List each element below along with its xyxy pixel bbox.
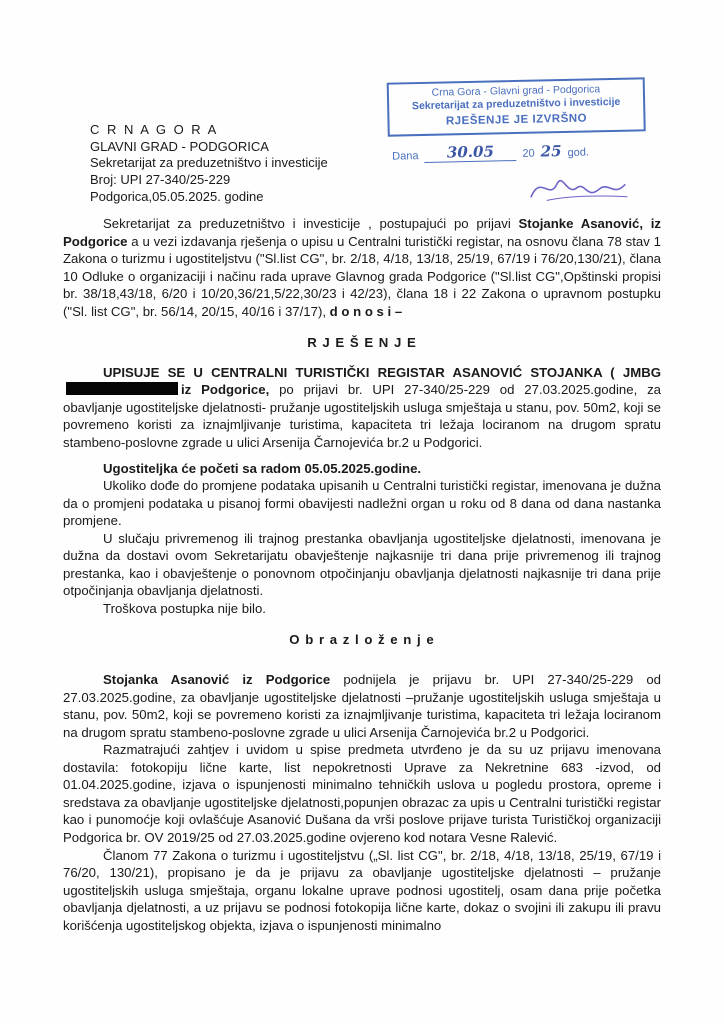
stamp-year-prefix: 20 xyxy=(522,147,535,160)
letterhead-city: GLAVNI GRAD - PODGORICA xyxy=(90,138,269,154)
stamp-god-label: god. xyxy=(567,146,590,159)
stamp-line1: Crna Gora - Glavni grad - Podgorica xyxy=(431,83,601,99)
heading-obrazlozenje: O b r a z l o ž e n j e xyxy=(289,632,435,648)
letterhead-country: C R N A G O R A xyxy=(90,122,219,137)
decision-p1-run2-bold: iz Podgorice, xyxy=(181,382,270,398)
intro-run4-bold: d o n o s i – xyxy=(329,303,403,319)
stamp-year-handwritten: 25 xyxy=(540,141,562,161)
decision-paragraph-3: Ukoliko dođe do promjene podataka upisanih u Centralni turistički registar, imenovana je dužna da o promjeni podataka u pisanoj formi obavijesti nadležni organ u roku od 8 dana od dana nastanka promjene. xyxy=(63,478,661,529)
stamp-date-handwritten: 30.05 xyxy=(424,142,516,164)
explanation-paragraph-2: Razmatrajući zahtjev i uvidom u spise predmeta utvrđeno je da su uz prijavu imenovana dostavila: fotokopiju lične karte, list nepokretnosti Uprave za Nekretnine 683 -izvod, od 01.04.2025.godine, izjava o ispunjenosti minimalno tehničkih uslova u pogledu prostora, opreme i sredstava za obavljanje ugostiteljske djelatnosti,popunjen obrazac za upis u Centralni turistički registar kao i punomoćje koji ovlašćuje Asanović Dušana da vrši poslove prijave turista Turističkoj organizaciji Podgorica br. OV 2019/25 od 27.03.2025.godine ovjereno kod notara Vesne Ralević. xyxy=(63,742,661,845)
decision-paragraph-1 xyxy=(63,364,661,452)
redacted-jmbg xyxy=(66,382,178,395)
executory-stamp xyxy=(387,77,648,212)
explanation-paragraph-3: Članom 77 Zakona o turizmu i ugostiteljstvu („Sl. list CG", br. 2/18, 4/18, 13/18, 25/19, 67/19 i 76/20, 130/21), propisano je da je prijavu za obavljanje ugostiteljske djelatnosti – pružanje ugostiteljskih usluga smještaja, organu lokalne uprave podnosi ugostitelj, osam dana prije početka obavljanja djelatnosti, a uz prijavu se podnosi fotokopija lične karte, dokaz o svojini ili zakupu ili pravu korišćenja ugostiteljskog objekta, izjava o ispunjenosti minimalno xyxy=(63,847,661,933)
explanation-p1-run2: podnijela je prijavu br. UPI 27-340/25-229 od 27.03.2025.godine, za obavljanje ugostiteljske djelatnosti –pružanje ugostiteljskih usluga smještaja u stanu, pov. 50m2, koji se povremeno koristi za iznajmljivanje turistima, kapaciteta tri ležaja lociranom na drugom spratu stambeno-poslovne zgrade u ulici Arsenija Čarnojevića br.2 u Podgorici. xyxy=(63,672,661,740)
heading-rjesenje: R J E Š E N J E xyxy=(307,335,417,351)
decision-p1-run1-bold: UPISUJE SE U CENTRALNI TURISTIČKI REGISTAR ASANOVIĆ STOJANKA ( JMBG xyxy=(103,364,661,380)
stamp-signature-area xyxy=(388,161,647,212)
decision-paragraph-4: U slučaju privremenog ili trajnog prestanka obavljanja ugostiteljske djelatnosti, imenovana je dužna da dostavi ovom Sekretarijatu obavještenje najkasnije tri dana prije privremenog ili trajnog prestanka, kao i obavještenje o ponovnom otpočinjanju obavljanja djelatnosti najkasnije tri dana prije otpočinjanja obavljanja djelatnosti. xyxy=(63,530,661,599)
decision-paragraph-2: Ugostiteljka će početi sa radom 05.05.2025.godine. xyxy=(103,460,422,476)
decision-paragraph-5: Troškova postupka nije bilo. xyxy=(103,600,266,616)
letterhead-case-number: Broj: UPI 27-340/25-229 xyxy=(90,171,231,187)
letterhead-department: Sekretarijat za preduzetništvo i investicije xyxy=(90,155,328,171)
explanation-paragraph-1 xyxy=(63,671,661,741)
stamp-box xyxy=(387,77,646,136)
intro-run1: Sekretarijat za preduzetništvo i investicije , postupajući po prijavi xyxy=(103,216,519,231)
document-body xyxy=(63,215,661,934)
letterhead-place-date: Podgorica,05.05.2025. godine xyxy=(90,188,264,204)
intro-paragraph xyxy=(63,215,661,320)
intro-run2-bold: Stojanke Asanović, iz Podgorice xyxy=(63,216,661,249)
explanation-p1-run1-bold: Stojanka Asanović iz Podgorice xyxy=(103,672,331,688)
stamp-dana-label: Dana xyxy=(392,149,419,163)
intro-run3: a u vezi izdavanja rješenja o upisu u Centralni turistički registar, na osnovu člana 78 stav 1 Zakona o turizmu i ugostiteljstvu ("Sl.list CG", br. 2/18, 4/18, 13/18, 25/19, 67/19 i 76/20,130/21), člana 10 Odluke o organizaciji i načinu rada uprave Glavnog grada Podgorice ("Sl.list CG",Opštinski propisi br. 38/18,43/18, 6/20 i 10/20,36/21,5/22,30/23 i 42/23), člana 18 i 22 Zakona o upravnom postupku ("Sl. list CG", br. 56/14, 20/15, 40/16 i 37/17), xyxy=(63,233,661,319)
letterhead xyxy=(90,122,328,205)
decision-p1-run3: po prijavi br. UPI 27-340/25-229 od 27.03.2025.godine, za obavljanje ugostiteljske djelatnosti- pružanje ugostiteljskih usluga smještaja u stanu, pov. 50m2, koji se povremeno koristi za iznajmljivanje turistima, kapaciteta tri ležaja lociranom na drugom spratu stambeno-poslovne zgrade u ulici Arsenija Čarnojevića br.2 u Podgorici. xyxy=(63,382,661,451)
stamp-line3: RJEŠENJE JE IZVRŠNO xyxy=(445,112,588,128)
stamp-date-row xyxy=(388,139,646,164)
signature-icon xyxy=(526,165,637,209)
stamp-line2: Sekretarijat za preduzetništvo i investicije xyxy=(411,95,621,113)
